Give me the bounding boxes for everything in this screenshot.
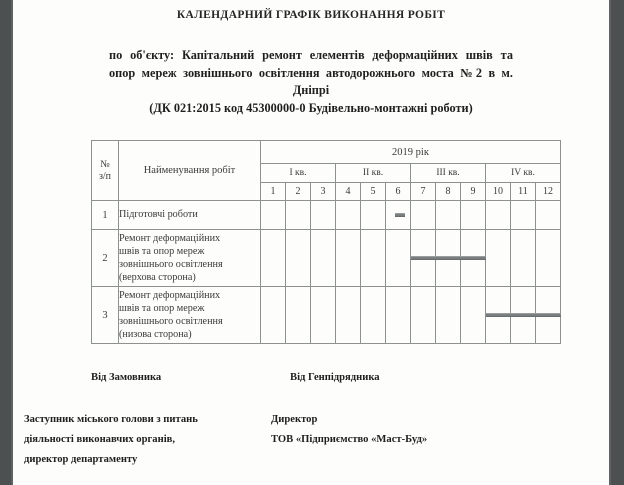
- header-month-10: 10: [486, 183, 511, 201]
- subtitle-line-4: (ДК 021:2015 код 45300000-0 Будівельно-монтажні роботи): [149, 100, 473, 115]
- work-name-line: Ремонт деформаційних: [119, 232, 221, 244]
- gantt-cell-r3-m3: [311, 287, 336, 344]
- gantt-cell-r3-m6: [386, 287, 411, 344]
- row-number: 3: [92, 287, 119, 344]
- header-month-11: 11: [511, 183, 536, 201]
- gantt-cell-r2-m12: [536, 230, 561, 287]
- subtitle-line-3: Дніпрі: [292, 83, 330, 97]
- work-name-line: (низова сторона): [119, 329, 192, 341]
- row-number: 2: [92, 230, 119, 287]
- gantt-cell-r1-m12: [536, 201, 561, 230]
- header-row-year: [92, 141, 561, 164]
- gantt-cell-r1-m11: [511, 201, 536, 230]
- work-name-line: зовнішнього освітлення: [119, 259, 223, 270]
- header-quarter-1: I кв.: [261, 164, 336, 183]
- header-month-8: 8: [436, 183, 461, 201]
- gantt-cell-r2-m4: [336, 230, 361, 287]
- contractor-block: [271, 410, 521, 450]
- work-name-line: швів та опор мереж: [119, 302, 205, 314]
- work-name-line: зовнішнього освітлення: [119, 316, 223, 327]
- gantt-cell-r1-m9: [461, 201, 486, 230]
- gantt-cell-r3-m4: [336, 287, 361, 344]
- customer-line: Заступник міського голови з питань: [24, 414, 198, 425]
- viewer-band-right: [609, 0, 624, 485]
- gantt-cell-r3-m1: [261, 287, 286, 344]
- gantt-cell-r1-m7: [411, 201, 436, 230]
- gantt-table-head: [92, 141, 561, 201]
- gantt-cell-r1-m4: [336, 201, 361, 230]
- gantt-cell-r2-m10: [486, 230, 511, 287]
- header-month-4: 4: [336, 183, 361, 201]
- header-month-3: 3: [311, 183, 336, 201]
- gantt-cell-r2-m2: [286, 230, 311, 287]
- signature-headings: [13, 372, 609, 394]
- gantt-cell-r1-m2: [286, 201, 311, 230]
- row-work-name: [119, 201, 261, 230]
- header-month-5: 5: [361, 183, 386, 201]
- table-row: [92, 201, 561, 230]
- header-row-number: [92, 141, 119, 201]
- gantt-table-body: [92, 201, 561, 344]
- contractor-line: Директор: [271, 414, 318, 425]
- gantt-cell-r1-m8: [436, 201, 461, 230]
- header-month-7: 7: [411, 183, 436, 201]
- work-name-line: Ремонт деформаційних: [119, 289, 221, 301]
- row-work-name: [119, 230, 261, 287]
- gantt-cell-r2-m5: [361, 230, 386, 287]
- customer-heading: Від Замовника: [91, 372, 162, 383]
- header-num-line-1: №: [100, 158, 110, 170]
- work-name-line: Підготовчі роботи: [119, 209, 198, 221]
- gantt-cell-r2-m11: [511, 230, 536, 287]
- gantt-cell-r3-m8: [436, 287, 461, 344]
- header-month-1: 1: [261, 183, 286, 201]
- gantt-cell-r1-m5: [361, 201, 386, 230]
- header-month-6: 6: [386, 183, 411, 201]
- gantt-cell-r1-m3: [311, 201, 336, 230]
- customer-line: директор департаменту: [24, 454, 138, 465]
- work-name-line: (верхова сторона): [119, 272, 196, 284]
- header-month-9: 9: [461, 183, 486, 201]
- gantt-cell-r1-m1: [261, 201, 286, 230]
- gantt-bar-row-1: [395, 213, 405, 217]
- row-work-name: [119, 287, 261, 344]
- gantt-cell-r2-m6: [386, 230, 411, 287]
- viewer-band-left: [0, 0, 13, 485]
- header-month-12: 12: [536, 183, 561, 201]
- work-name-line: швів та опор мереж: [119, 245, 205, 257]
- gantt-cell-r2-m3: [311, 230, 336, 287]
- signature-footer: [13, 372, 609, 465]
- table-row: [92, 230, 561, 287]
- subtitle-line-1: по об'єкту: Капітальний ремонт елементів деформаційних швів та: [109, 48, 513, 62]
- header-num-line-2: з/п: [98, 170, 112, 182]
- row-number: 1: [92, 201, 119, 230]
- subtitle-line-2: опор мереж зовнішнього освітлення автодорожнього моста №2 в м.: [109, 65, 513, 80]
- document-subtitle: [109, 47, 513, 117]
- gantt-cell-r2-m1: [261, 230, 286, 287]
- header-quarter-3: III кв.: [411, 164, 486, 183]
- header-year: 2019 рік: [261, 141, 561, 164]
- gantt-cell-r3-m5: [361, 287, 386, 344]
- gantt-bar-row-3: [486, 313, 561, 317]
- customer-line: діяльності виконавчих органів,: [24, 434, 176, 445]
- header-quarter-4: IV кв.: [486, 164, 561, 183]
- contractor-line: ТОВ «Підприємство «Маст-Буд»: [271, 434, 428, 445]
- header-quarter-2: II кв.: [336, 164, 411, 183]
- gantt-bar-row-2: [411, 256, 486, 260]
- page-title: КАЛЕНДАРНИЙ ГРАФІК ВИКОНАННЯ РОБІТ: [176, 9, 446, 21]
- gantt-cell-r3-m2: [286, 287, 311, 344]
- customer-block: [24, 410, 274, 470]
- gantt-cell-r3-m7: [411, 287, 436, 344]
- header-month-2: 2: [286, 183, 311, 201]
- header-work-name: Найменування робіт: [119, 141, 261, 201]
- gantt-cell-r1-m10: [486, 201, 511, 230]
- gantt-table-container: [91, 140, 561, 344]
- document-page: [13, 0, 609, 485]
- contractor-heading: Від Генпідрядника: [290, 372, 380, 383]
- gantt-cell-r3-m9: [461, 287, 486, 344]
